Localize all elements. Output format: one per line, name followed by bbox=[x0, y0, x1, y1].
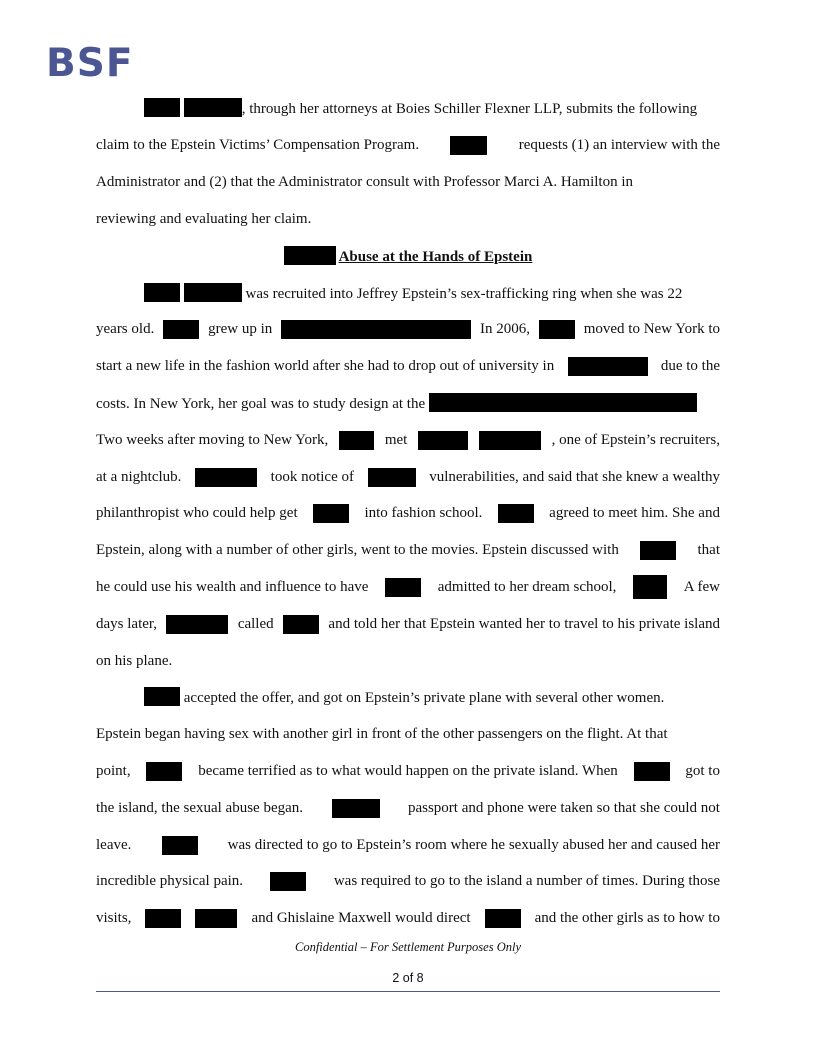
redaction bbox=[640, 541, 676, 560]
redaction bbox=[568, 357, 648, 376]
redaction bbox=[144, 687, 180, 706]
redaction bbox=[195, 909, 237, 928]
confidential-notice: Confidential – For Settlement Purposes Only bbox=[294, 940, 521, 954]
redaction bbox=[184, 283, 242, 302]
para2-line4: costs. In New York, her goal was to study design at the bbox=[96, 393, 720, 413]
redaction bbox=[284, 246, 336, 265]
para3-line5: leave. was directed to go to Epstein’s room where he sexually abused her and caused her bbox=[96, 837, 720, 853]
redaction bbox=[166, 615, 228, 634]
redaction bbox=[633, 575, 667, 599]
redaction bbox=[184, 98, 242, 117]
para3-line3: point, became terrified as to what would happen on the private island. When got to bbox=[96, 763, 720, 779]
para3-line1: accepted the offer, and got on Epstein’s private plane with several other women. bbox=[96, 687, 720, 707]
redaction bbox=[144, 283, 180, 302]
redaction bbox=[313, 504, 349, 523]
para1-line3: Administrator and (2) that the Administrator consult with Professor Marci A. Hamilton in bbox=[96, 174, 634, 190]
redaction bbox=[332, 799, 380, 818]
redaction bbox=[385, 578, 421, 597]
bsf-logo: BSF bbox=[46, 41, 134, 86]
redaction bbox=[146, 762, 182, 781]
para2-line11: on his plane. bbox=[96, 653, 173, 669]
para3-line7: visits, and Ghislaine Maxwell would direct and the other girls as to how to bbox=[96, 910, 720, 926]
redaction bbox=[163, 320, 199, 339]
redaction bbox=[498, 504, 534, 523]
redaction bbox=[283, 615, 319, 634]
page-number: 2 of 8 bbox=[392, 971, 424, 985]
redaction bbox=[270, 872, 306, 891]
footer-rule bbox=[96, 991, 720, 992]
redaction bbox=[368, 468, 416, 487]
section-heading: Abuse at the Hands of Epstein bbox=[96, 246, 720, 267]
para2-line1: was recruited into Jeffrey Epstein’s sex-trafficking ring when she was 22 bbox=[96, 283, 720, 303]
para2-line6: at a nightclub. took notice of vulnerabilities, and said that she knew a wealthy bbox=[96, 469, 720, 485]
para2-line5: Two weeks after moving to New York, met , one of Epstein’s recruiters, bbox=[96, 432, 720, 448]
para2-line3: start a new life in the fashion world after she had to drop out of university in due to the bbox=[96, 358, 720, 374]
redaction bbox=[485, 909, 521, 928]
redaction bbox=[479, 431, 541, 450]
redaction bbox=[539, 320, 575, 339]
para2-line7: philanthropist who could help get into fashion school. agreed to meet him. She and bbox=[96, 505, 720, 521]
redaction bbox=[195, 468, 257, 487]
redaction bbox=[339, 431, 374, 450]
redaction bbox=[450, 136, 487, 155]
redaction bbox=[281, 320, 471, 339]
redaction bbox=[144, 98, 180, 117]
para1-line4: reviewing and evaluating her claim. bbox=[96, 211, 312, 227]
redaction bbox=[418, 431, 468, 450]
para3-line2: Epstein began having sex with another girl in front of the other passengers on the flight. At that bbox=[96, 726, 668, 742]
redaction bbox=[429, 393, 697, 412]
para2-line8: Epstein, along with a number of other girls, went to the movies. Epstein discussed with that bbox=[96, 542, 720, 558]
para2-line9: he could use his wealth and influence to have admitted to her dream school, A few bbox=[96, 577, 720, 597]
para1-line2: claim to the Epstein Victims’ Compensation Program. requests (1) an interview with the bbox=[96, 137, 720, 153]
redaction bbox=[634, 762, 670, 781]
para2-line2: years old. grew up in In 2006, moved to New York to bbox=[96, 321, 720, 337]
para3-line4: the island, the sexual abuse began. passport and phone were taken so that she could not bbox=[96, 800, 720, 816]
para3-line6: incredible physical pain. was required to go to the island a number of times. During those bbox=[96, 873, 720, 889]
redaction bbox=[145, 909, 181, 928]
para2-line10: days later, called and told her that Epstein wanted her to travel to his private island bbox=[96, 616, 720, 632]
para1-line1: , through her attorneys at Boies Schiller Flexner LLP, submits the following bbox=[96, 98, 720, 118]
redaction bbox=[162, 836, 198, 855]
